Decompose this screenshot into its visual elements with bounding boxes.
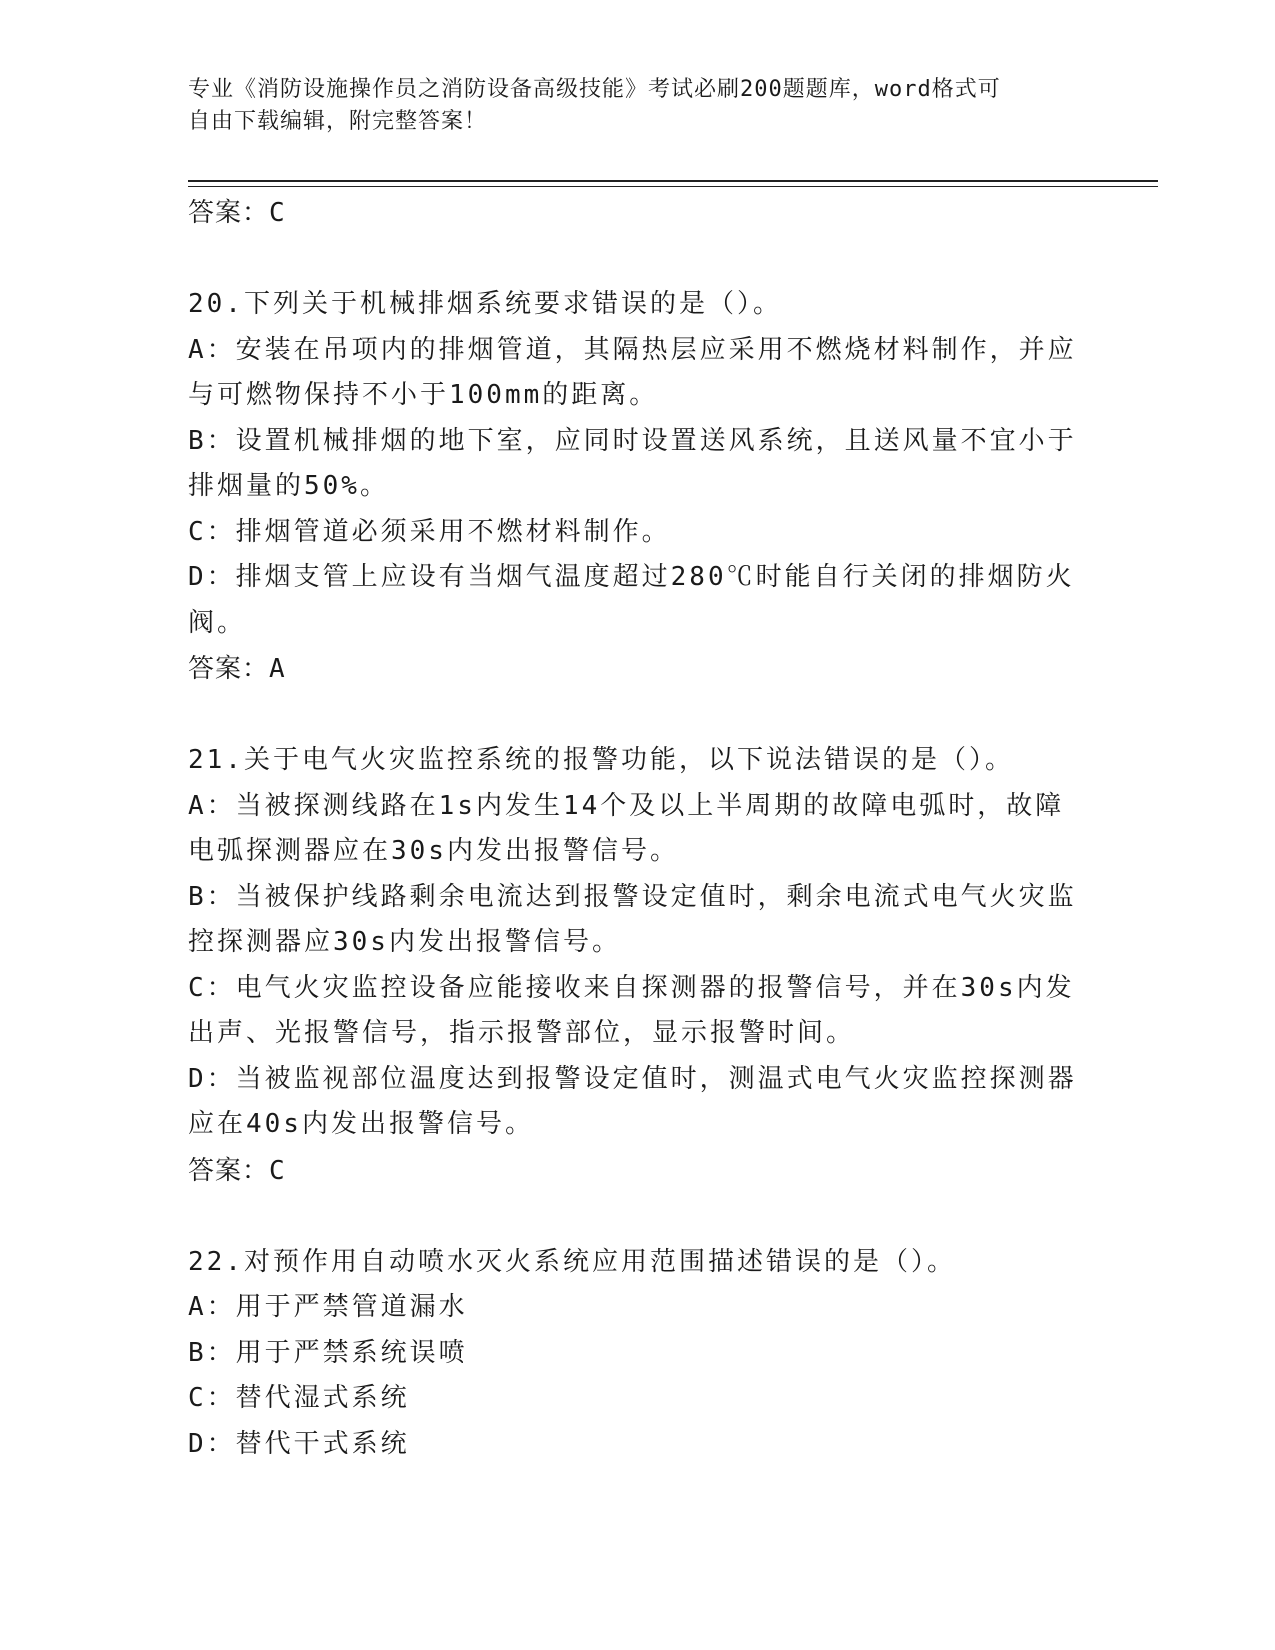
answer: 答案：C xyxy=(188,1155,286,1186)
previous-answer: 答案：C xyxy=(188,198,286,228)
header-divider-thick xyxy=(188,180,1158,182)
answer: 答案：A xyxy=(188,654,286,684)
option-c-cont: 出声、光报警信号，指示报警部位，显示报警时间。 xyxy=(188,1018,856,1048)
option-b: B：用于严禁系统误喷 xyxy=(188,1337,468,1368)
option-d: D：排烟支管上应设有当烟气温度超过280℃时能自行关闭的排烟防火 xyxy=(188,562,1075,592)
option-a-cont: 电弧探测器应在30s内发出报警信号。 xyxy=(188,836,679,866)
option-b: B：当被保护线路剩余电流达到报警设定值时，剩余电流式电气火灾监 xyxy=(188,881,1077,912)
option-a: A：安装在吊项内的排烟管道，其隔热层应采用不燃烧材料制作，并应 xyxy=(188,334,1077,365)
option-b-cont: 控探测器应30s内发出报警信号。 xyxy=(188,927,621,957)
question-stem: 21.关于电气火灾监控系统的报警功能，以下说法错误的是（）。 xyxy=(188,745,1014,775)
question-list xyxy=(188,188,1088,1467)
option-d: D：当被监视部位温度达到报警设定值时，测温式电气火灾监控探测器 xyxy=(188,1063,1077,1094)
option-d-cont: 应在40s内发出报警信号。 xyxy=(188,1109,534,1139)
question-stem: 22.对预作用自动喷水灭火系统应用范围描述错误的是（）。 xyxy=(188,1246,956,1277)
header-title-line-1: 专业《消防设施操作员之消防设备高级技能》考试必刷200题题库，word格式可 xyxy=(188,77,1001,102)
question-22 xyxy=(188,1240,1088,1468)
option-b: B：设置机械排烟的地下室，应同时设置送风系统，且送风量不宜小于 xyxy=(188,425,1077,456)
option-b-cont: 排烟量的50%。 xyxy=(188,471,389,501)
header-divider-thin xyxy=(188,186,1158,187)
header-title-line-2: 自由下载编辑，附完整答案！ xyxy=(188,109,488,134)
document-header xyxy=(188,74,1068,138)
option-a: A：用于严禁管道漏水 xyxy=(188,1292,468,1322)
option-a-cont: 与可燃物保持不小于100mm的距离。 xyxy=(188,380,659,410)
question-21 xyxy=(188,738,1088,1194)
option-d-cont: 阀。 xyxy=(188,607,247,638)
option-a: A：当被探测线路在1s内发生14个及以上半周期的故障电弧时，故障 xyxy=(188,790,1065,821)
option-c: C：排烟管道必须采用不燃材料制作。 xyxy=(188,516,671,547)
question-20 xyxy=(188,282,1088,692)
option-c: C：电气火灾监控设备应能接收来自探测器的报警信号，并在30s内发 xyxy=(188,972,1075,1003)
option-d: D：替代干式系统 xyxy=(188,1428,410,1459)
option-c: C：替代湿式系统 xyxy=(188,1383,410,1413)
question-stem: 20.下列关于机械排烟系统要求错误的是（）。 xyxy=(188,289,782,319)
